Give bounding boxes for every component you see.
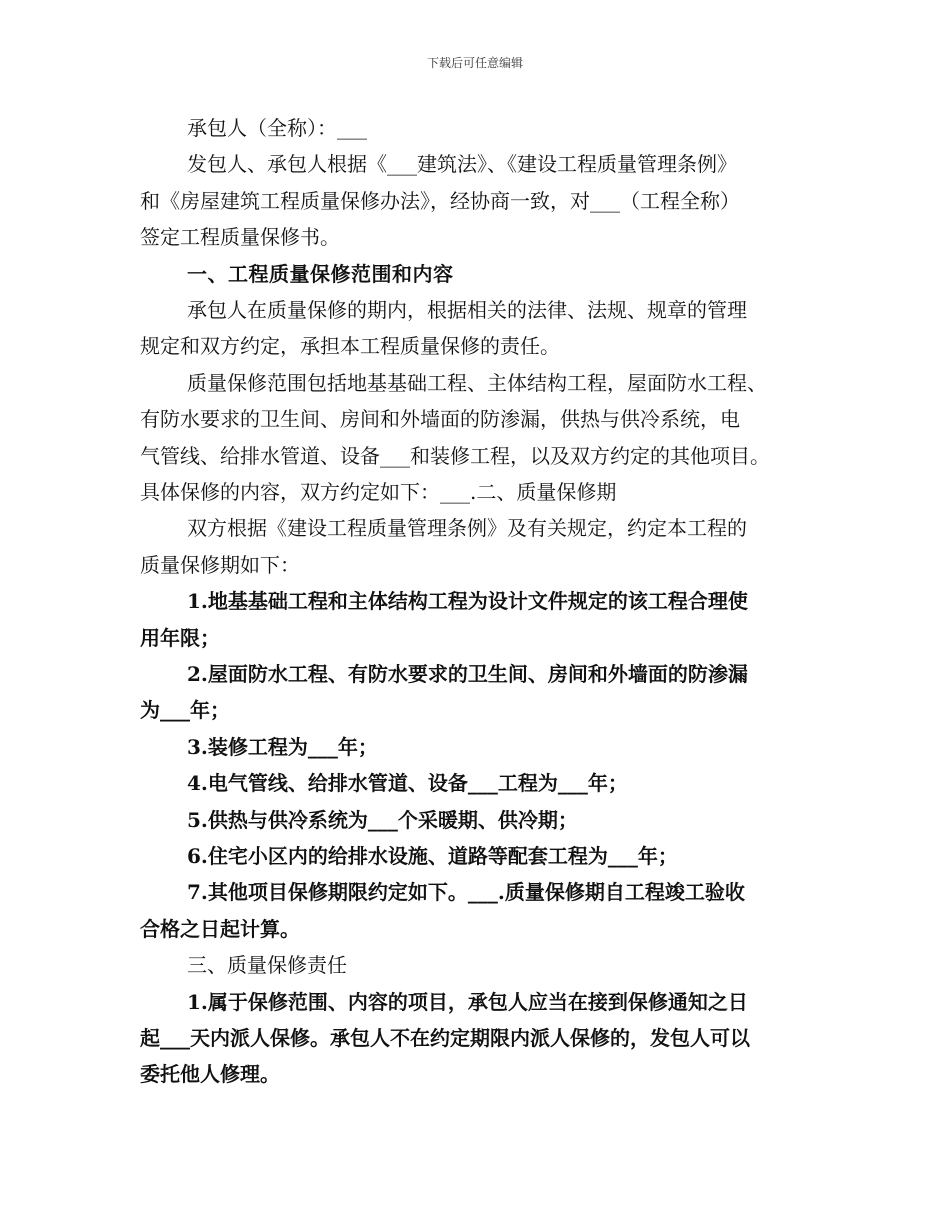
paragraph-line: 委托他人修理。 [140, 1062, 280, 1087]
paragraph-line: 三、质量保修责任 [187, 953, 347, 978]
paragraph-line: 承包人在质量保修的期内，根据相关的法律、法规、规章的管理 [187, 298, 747, 322]
paragraph-line: 质量保修期如下： [140, 552, 300, 577]
paragraph-line: 4.电气管线、给排水管道、设备___工程为___年； [187, 771, 628, 796]
paragraph-line: 发包人、承包人根据《___建筑法》、《建设工程质量管理条例》 [187, 152, 737, 177]
paragraph-line: 合格之日起计算。 [140, 916, 300, 941]
paragraph-line: 3.装修工程为___年； [187, 734, 378, 759]
paragraph-line: 质量保修范围包括地基基础工程、主体结构工程，屋面防水工程、 [187, 370, 767, 395]
paragraph-line: 签定工程质量保修书。 [140, 225, 340, 250]
paragraph-line: 具体保修的内容，双方约定如下：___.二、质量保修期 [140, 480, 617, 504]
paragraph-line: 用年限； [140, 625, 220, 650]
paragraph-line: 6.住宅小区内的给排水设施、道路等配套工程为___年； [187, 844, 678, 868]
paragraph-line: 气管线、给排水管道、设备___和装修工程，以及双方约定的其他项目。 [140, 443, 770, 468]
paragraph-line: 7.其他项目保修期限约定如下。___.质量保修期自工程竣工验收 [187, 880, 745, 905]
paragraph-line: 5.供热与供冷系统为___个采暖期、供冷期； [187, 807, 578, 832]
paragraph-line: 规定和双方约定，承担本工程质量保修的责任。 [140, 334, 560, 359]
header-watermark: 下载后可任意编辑 [426, 56, 523, 70]
paragraph-line: 2.屋面防水工程、有防水要求的卫生间、房间和外墙面的防渗漏 [187, 662, 748, 686]
paragraph-line: 1.地基基础工程和主体结构工程为设计文件规定的该工程合理使 [187, 589, 748, 614]
paragraph-line: 和《房屋建筑工程质量保修办法》，经协商一致，对___（工程全称） [140, 188, 740, 213]
paragraph-line: 起___天内派人保修。承包人不在约定期限内派人保修的，发包人可以 [140, 1026, 750, 1050]
paragraph-line: 1.属于保修范围、内容的项目，承包人应当在接到保修通知之日 [187, 989, 748, 1014]
paragraph-line: 有防水要求的卫生间、房间和外墙面的防渗漏，供热与供冷系统，电 [140, 407, 740, 432]
paragraph-line: 为___年； [140, 698, 230, 723]
paragraph-line: 一、工程质量保修范围和内容 [187, 261, 454, 286]
paragraph-line: 双方根据《建设工程质量管理条例》及有关规定，约定本工程的 [187, 516, 747, 541]
paragraph-line: 承包人（全称）：___ [187, 116, 367, 140]
